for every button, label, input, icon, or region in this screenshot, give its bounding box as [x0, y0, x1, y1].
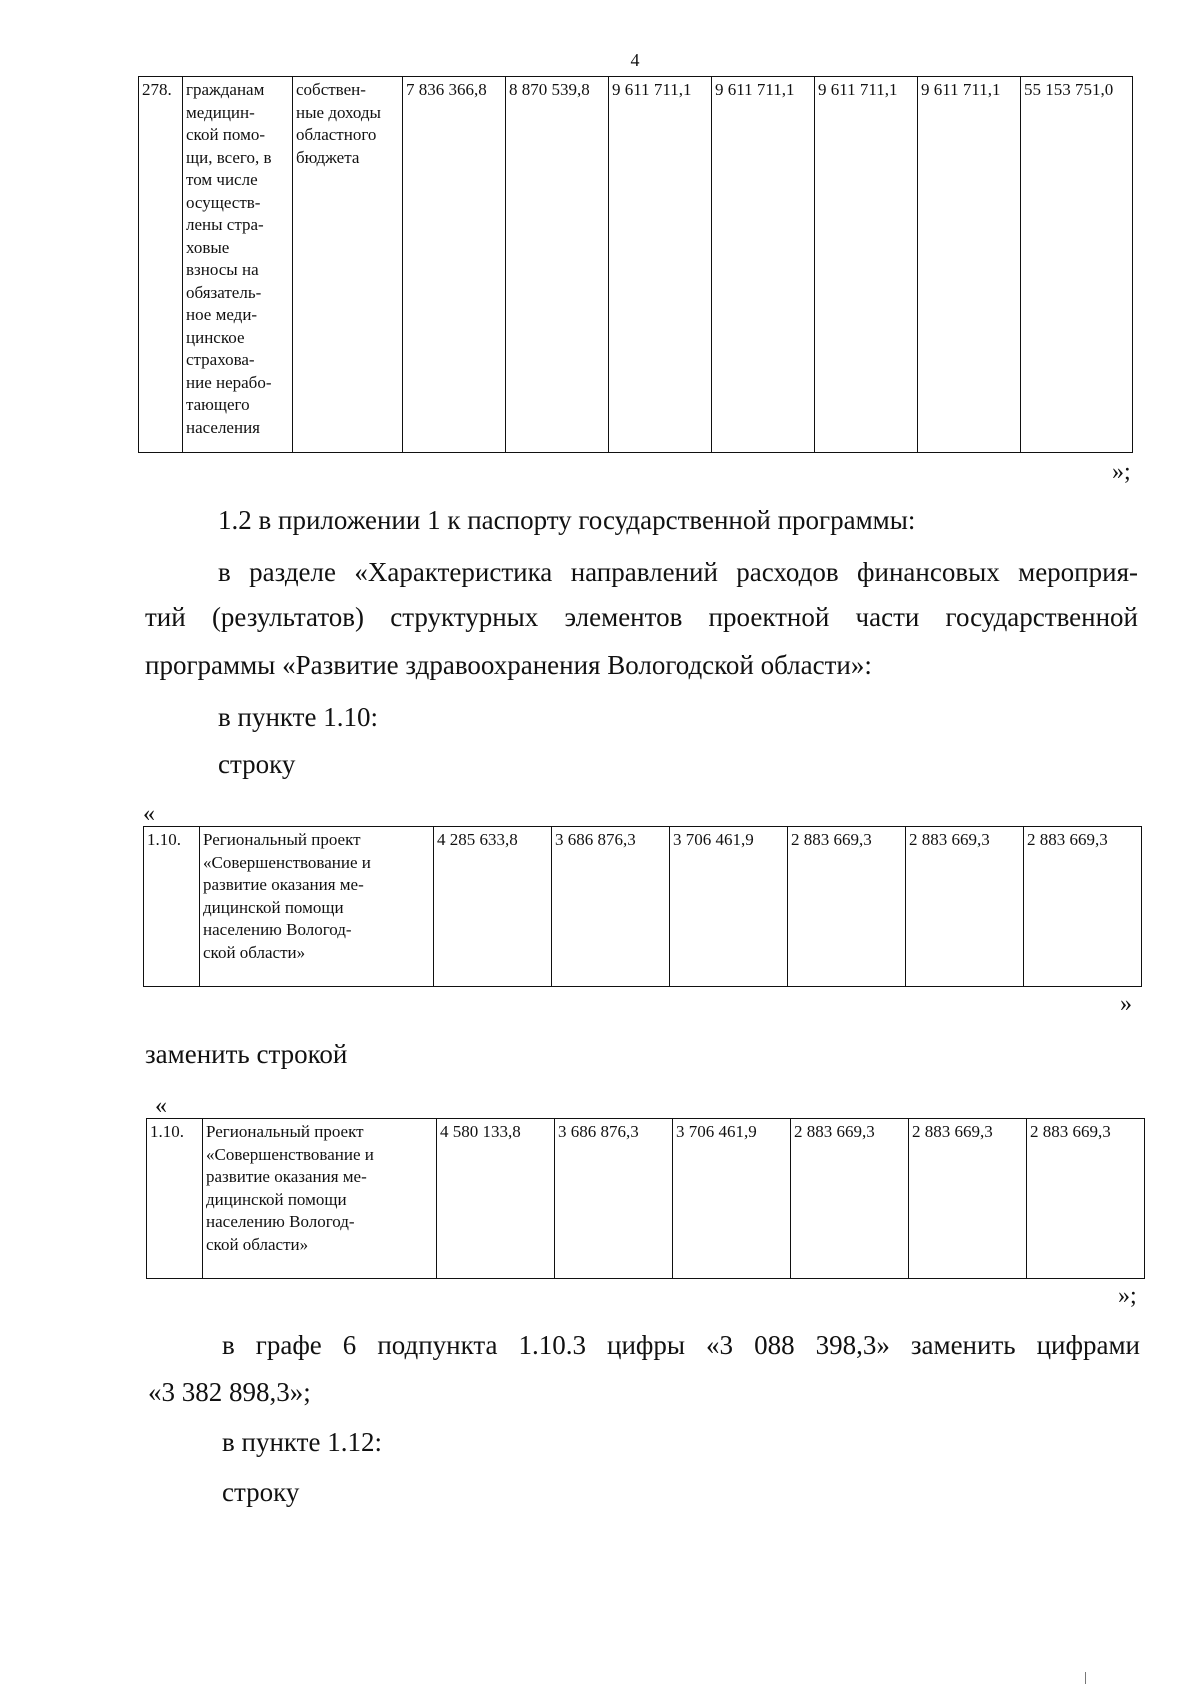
value-cell: 2 883 669,3 [909, 1119, 1027, 1279]
value-cell: 2 883 669,3 [788, 827, 906, 987]
table-row-1-10-old [143, 826, 1142, 987]
paragraph-grafa-line-2: «3 382 898,3»; [148, 1377, 311, 1407]
paragraph-section-line-1: в разделе «Характеристика направлений расходов финансовых мероприя- [218, 557, 1138, 587]
value-cell: 3 686 876,3 [555, 1119, 673, 1279]
value-cell: 3 706 461,9 [673, 1119, 791, 1279]
row-number-cell: 1.10. [147, 1119, 203, 1279]
table-row-278 [138, 76, 1133, 453]
table-row-1-10-new [146, 1118, 1145, 1279]
paragraph-stroku: строку [218, 749, 296, 779]
value-cell: 3 706 461,9 [670, 827, 788, 987]
value-cell: 9 611 711,1 [815, 77, 918, 453]
paragraph-1-2: 1.2 в приложении 1 к паспорту государственной программы: [218, 505, 916, 535]
opening-quote: « [155, 1093, 167, 1119]
value-cell: 2 883 669,3 [791, 1119, 909, 1279]
row-name-cell: Региональный проект «Совершенствование и развитие оказания ме- дицинской помощи населению Вологод- ской области» [200, 827, 434, 987]
value-cell: 2 883 669,3 [1027, 1119, 1145, 1279]
value-cell: 8 870 539,8 [506, 77, 609, 453]
row-name-cell: гражданам медицин- ской помо- щи, всего, в том числе осуществ- лены стра- ховые взносы на обязатель- ное меди- цинское страхова- ние нерабо- тающего населения [183, 77, 293, 453]
value-cell: 2 883 669,3 [1024, 827, 1142, 987]
value-cell: 7 836 366,8 [403, 77, 506, 453]
paragraph-replace: заменить строкой [145, 1039, 348, 1069]
row-number-cell: 278. [139, 77, 183, 453]
value-cell: 9 611 711,1 [609, 77, 712, 453]
value-cell: 3 686 876,3 [552, 827, 670, 987]
paragraph-point-1-10: в пункте 1.10: [218, 702, 378, 732]
paragraph-point-1-12: в пункте 1.12: [222, 1427, 382, 1457]
paragraph-grafa-line-1: в графе 6 подпункта 1.10.3 цифры «3 088 398,3» заменить цифрами [222, 1330, 1140, 1360]
value-cell: 2 883 669,3 [906, 827, 1024, 987]
row-number-cell: 1.10. [144, 827, 200, 987]
row-name-cell: Региональный проект «Совершенствование и развитие оказания ме- дицинской помощи населению Вологод- ской области» [203, 1119, 437, 1279]
page-number: 4 [630, 50, 640, 70]
paragraph-stroku: строку [222, 1477, 300, 1507]
value-cell: 4 285 633,8 [434, 827, 552, 987]
scan-mark [1085, 1672, 1086, 1684]
closing-quote: » [1120, 991, 1132, 1017]
closing-quote: »; [1112, 459, 1131, 485]
value-cell: 9 611 711,1 [712, 77, 815, 453]
closing-quote: »; [1118, 1283, 1137, 1309]
total-value-cell: 55 153 751,0 [1021, 77, 1133, 453]
value-cell: 4 580 133,8 [437, 1119, 555, 1279]
paragraph-section-line-3: программы «Развитие здравоохранения Вологодской области»: [145, 650, 872, 680]
value-cell: 9 611 711,1 [918, 77, 1021, 453]
funding-source-cell: собствен- ные доходы областного бюджета [293, 77, 403, 453]
opening-quote: « [143, 801, 155, 827]
paragraph-section-line-2: тий (результатов) структурных элементов проектной части государственной [145, 602, 1138, 632]
